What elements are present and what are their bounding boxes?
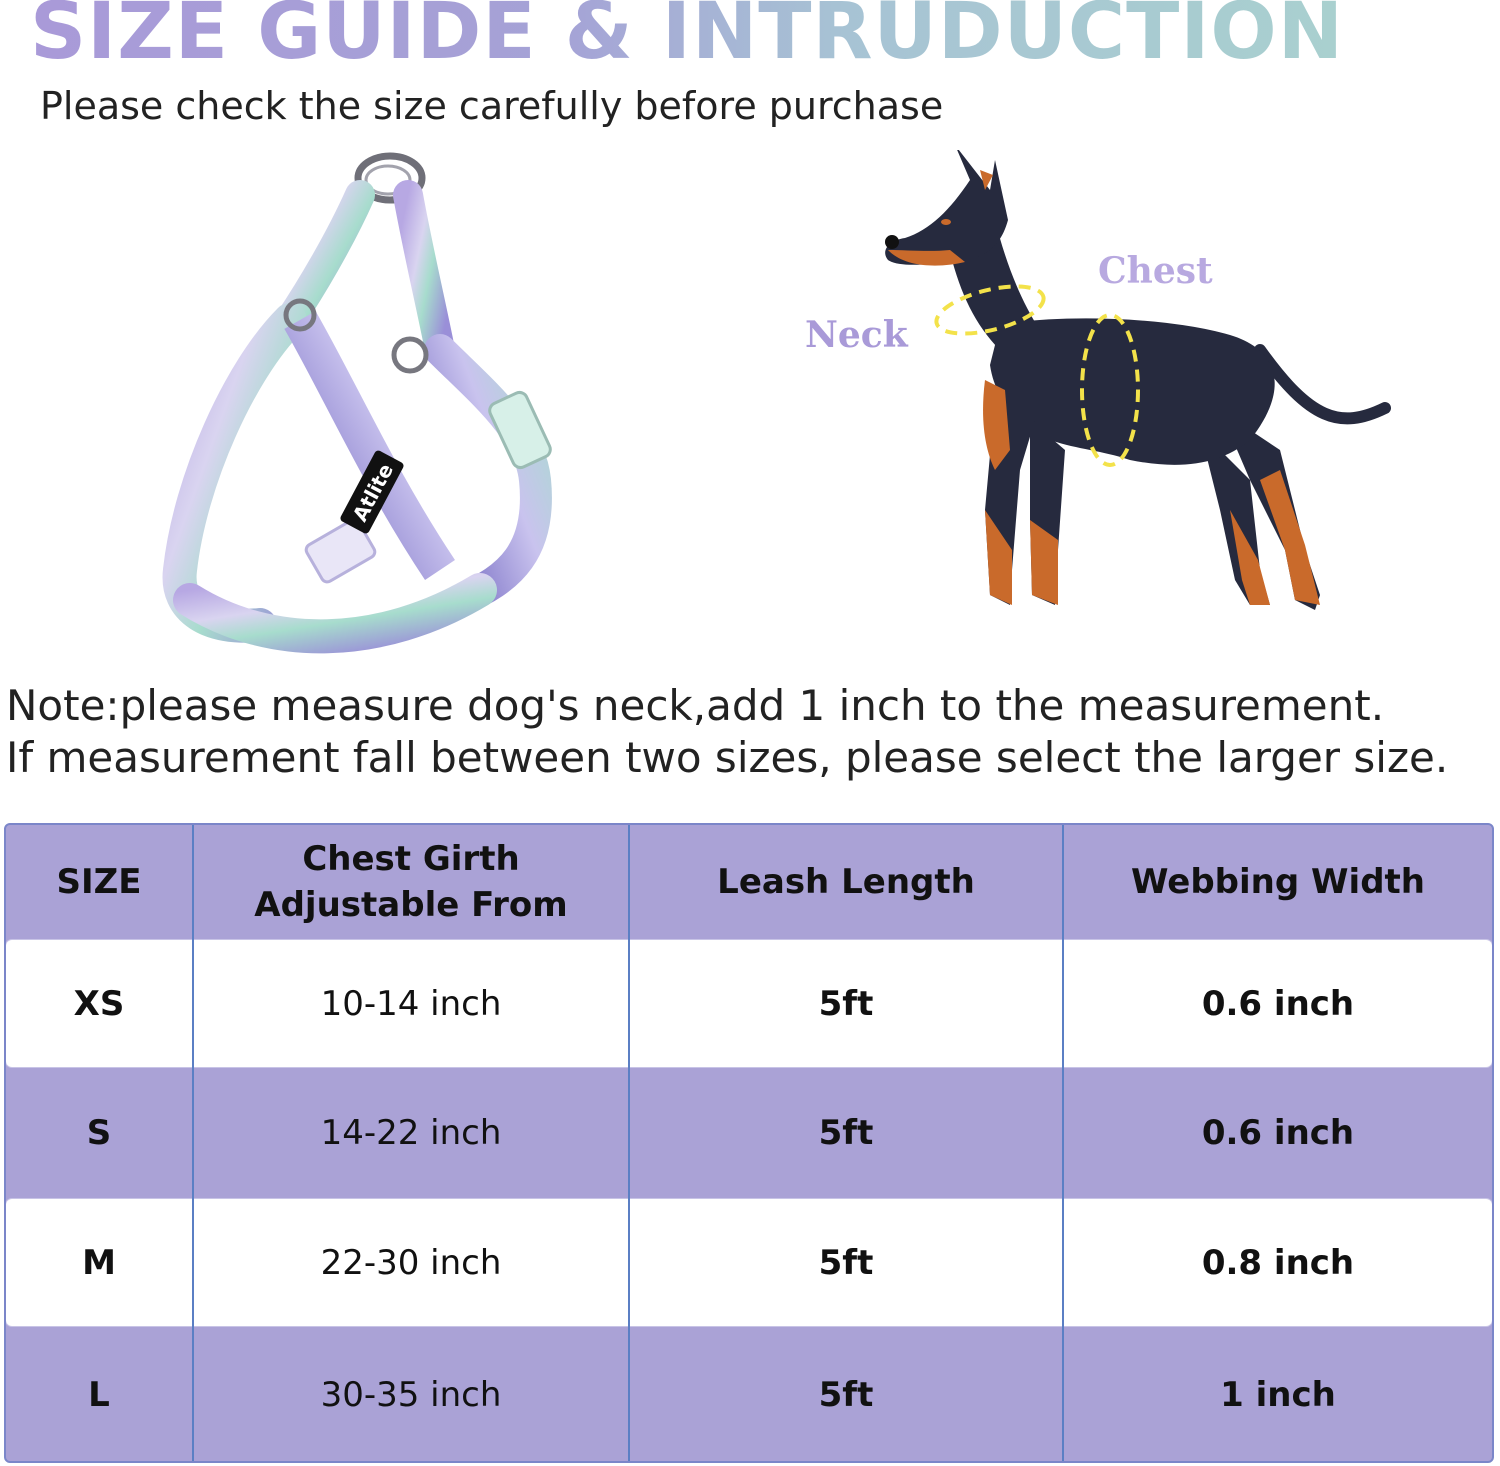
column-divider [1062, 825, 1064, 1461]
row-chest: 14-22 inch [320, 1113, 502, 1153]
row-chest: 22-30 inch [320, 1242, 502, 1283]
header-chest-line2: Adjustable From [254, 884, 568, 925]
header-leash-length: Leash Length [717, 861, 975, 902]
size-table [4, 823, 1494, 1463]
harness-image [150, 150, 560, 660]
row-webbing: 0.6 inch [1201, 1113, 1355, 1153]
neck-label: Neck [805, 314, 908, 356]
dog-measure-image [780, 150, 1410, 640]
table-column-dividers [6, 825, 1492, 1461]
row-leash: 5ft [818, 1113, 874, 1153]
brand-tag-label: Atlite [347, 459, 399, 526]
row-webbing: 0.8 inch [1201, 1242, 1355, 1283]
row-leash: 5ft [818, 1374, 874, 1415]
row-leash: 5ft [818, 1242, 874, 1283]
row-size: XS [73, 983, 125, 1024]
header-size: SIZE [56, 861, 142, 902]
row-size: S [86, 1113, 112, 1153]
header-chest-line1: Chest Girth [302, 838, 520, 879]
note-line-1: Note:please measure dog's neck,add 1 inch to the measurement. [6, 681, 1385, 730]
measure-note [6, 680, 1448, 784]
column-divider [192, 825, 194, 1461]
row-leash: 5ft [818, 983, 874, 1024]
header-webbing-width: Webbing Width [1130, 861, 1425, 902]
row-webbing: 1 inch [1220, 1374, 1336, 1415]
note-line-2: If measurement fall between two sizes, please select the larger size. [6, 733, 1449, 782]
chest-label: Chest [1098, 250, 1213, 292]
row-chest: 10-14 inch [320, 983, 502, 1024]
row-webbing: 0.6 inch [1201, 983, 1355, 1024]
row-size: L [88, 1374, 110, 1415]
page-subtitle: Please check the size carefully before purchase [40, 84, 944, 128]
page-title: SIZE GUIDE & INTRUDUCTION [30, 0, 1344, 80]
column-divider [628, 825, 630, 1461]
row-size: M [82, 1242, 116, 1283]
row-chest: 30-35 inch [320, 1374, 502, 1415]
